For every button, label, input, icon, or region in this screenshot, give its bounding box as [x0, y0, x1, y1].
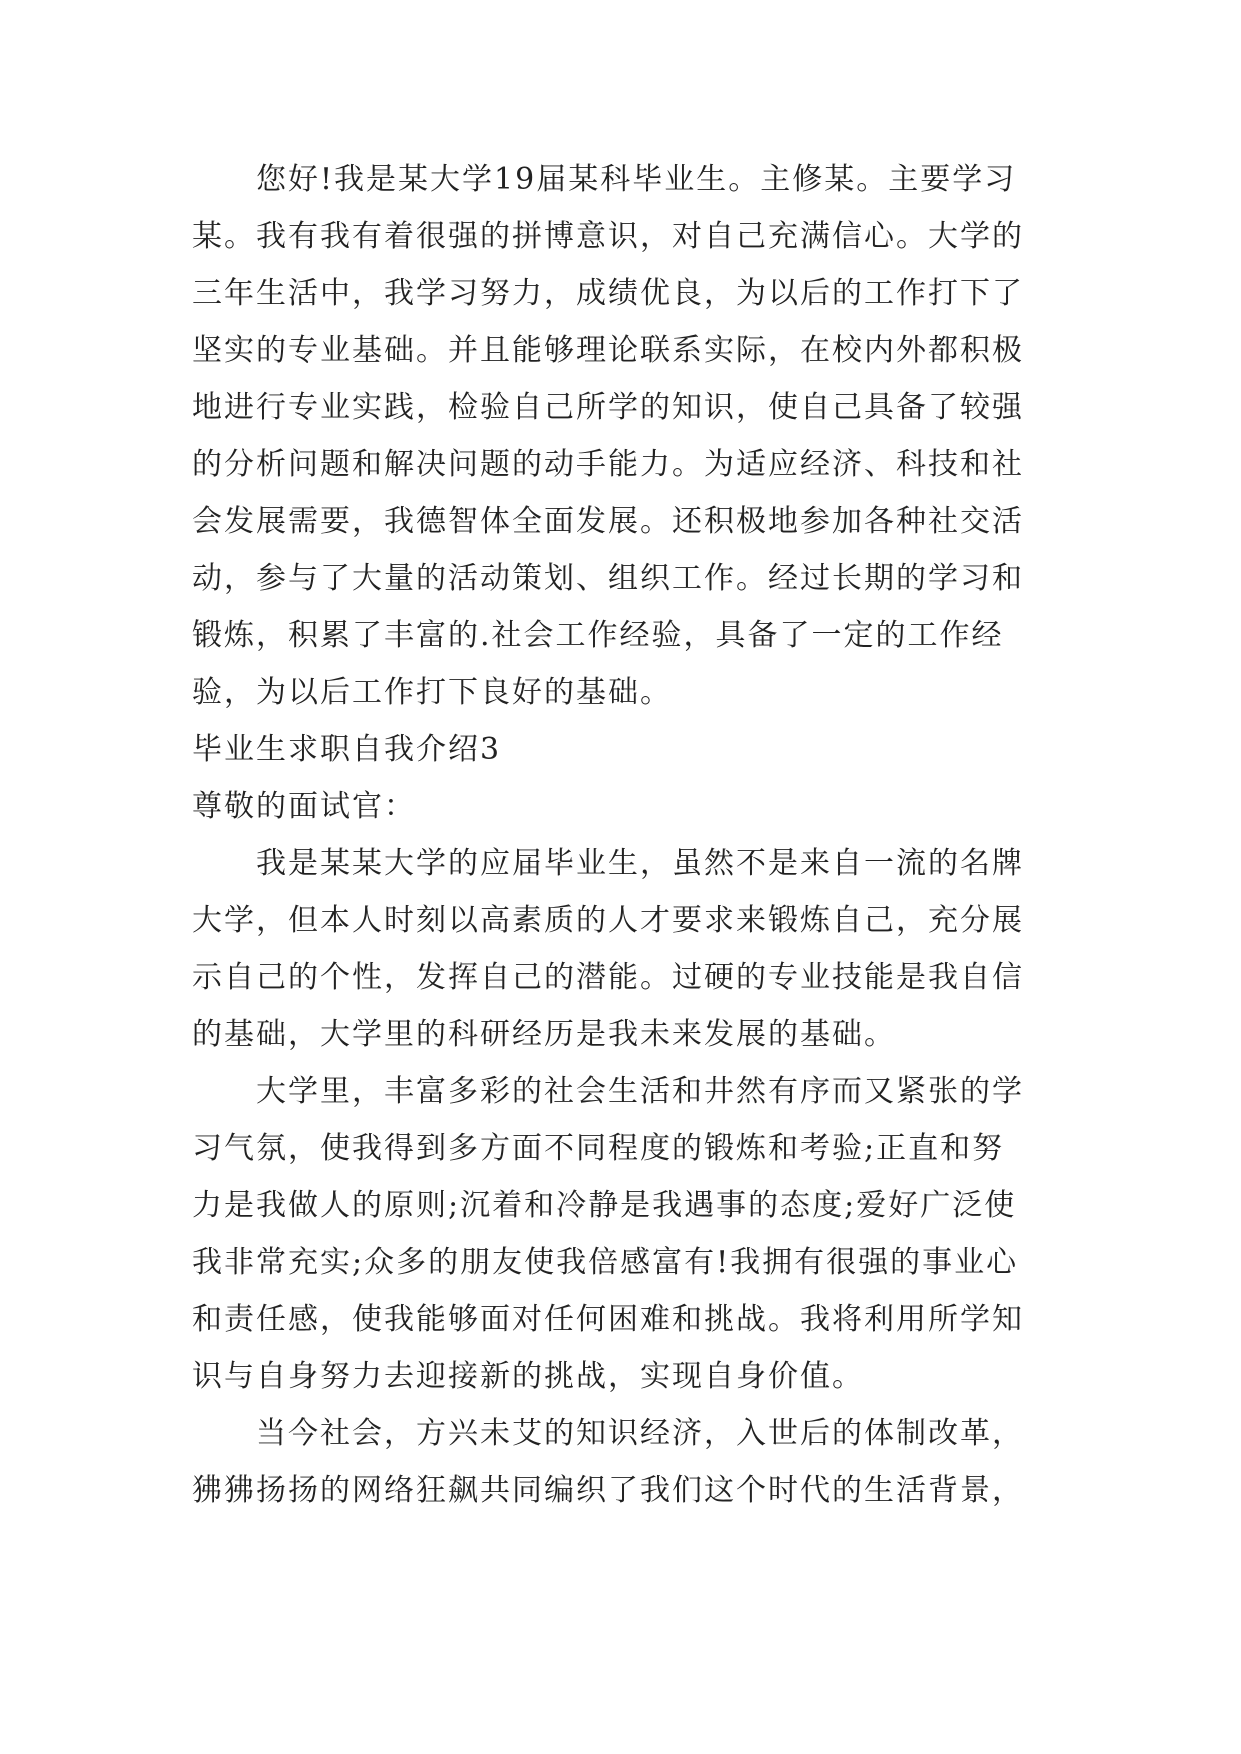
section-heading: 毕业生求职自我介绍3 — [192, 732, 502, 767]
text-line: 某。我有我有着很强的拼博意识，对自己充满信心。大学的 — [192, 219, 1024, 254]
text-line: 和责任感，使我能够面对任何困难和挑战。我将利用所学知 — [192, 1302, 1024, 1337]
text-line: 的分析问题和解决问题的动手能力。为适应经济、科技和社 — [192, 447, 1024, 482]
text-line: 狒狒扬扬的网络狂飙共同编织了我们这个时代的生活背景， — [192, 1473, 1024, 1508]
text-line: 我非常充实;众多的朋友使我倍感富有!我拥有很强的事业心 — [192, 1245, 1019, 1280]
text-line: 识与自身努力去迎接新的挑战，实现自身价值。 — [192, 1359, 864, 1394]
text-line: 坚实的专业基础。并且能够理论联系实际，在校内外都积极 — [192, 333, 1024, 368]
text-line: 当今社会，方兴未艾的知识经济，入世后的体制改革， — [192, 1416, 1024, 1451]
text-line: 示自己的个性，发挥自己的潜能。过硬的专业技能是我自信 — [192, 960, 1024, 995]
text-line: 动，参与了大量的活动策划、组织工作。经过长期的学习和 — [192, 561, 1024, 596]
salutation: 尊敬的面试官： — [192, 789, 416, 824]
text-line: 力是我做人的原则;沉着和冷静是我遇事的态度;爱好广泛使 — [192, 1188, 1017, 1223]
text-line: 习气氛，使我得到多方面不同程度的锻炼和考验;正直和努 — [192, 1131, 1005, 1166]
text-line: 三年生活中，我学习努力，成绩优良，为以后的工作打下了 — [192, 276, 1024, 311]
text-line: 的基础，大学里的科研经历是我未来发展的基础。 — [192, 1017, 896, 1052]
text-line: 大学里，丰富多彩的社会生活和井然有序而又紧张的学 — [192, 1074, 1024, 1109]
text-line: 锻炼，积累了丰富的.社会工作经验，具备了一定的工作经 — [192, 618, 1004, 653]
text-line: 大学，但本人时刻以高素质的人才要求来锻炼自己，充分展 — [192, 903, 1024, 938]
text-line: 会发展需要，我德智体全面发展。还积极地参加各种社交活 — [192, 504, 1024, 539]
text-line: 我是某某大学的应届毕业生，虽然不是来自一流的名牌 — [192, 846, 1024, 881]
text-line: 您好!我是某大学19届某科毕业生。主修某。主要学习 — [192, 162, 1017, 197]
text-line: 验，为以后工作打下良好的基础。 — [192, 675, 672, 710]
text-line: 地进行专业实践，检验自己所学的知识，使自己具备了较强 — [192, 390, 1024, 425]
